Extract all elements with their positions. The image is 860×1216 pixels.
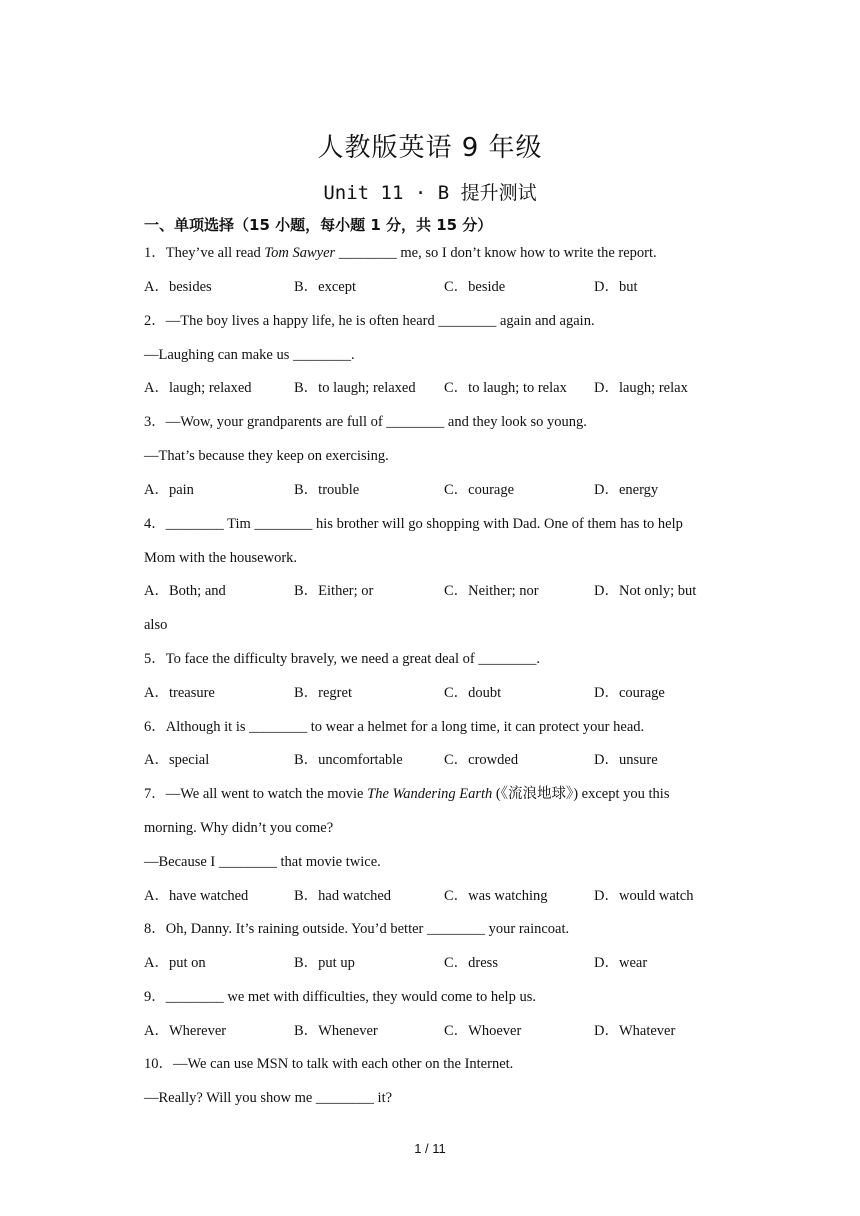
option-d: D．Not only; but [594, 583, 697, 599]
option-c: C．Neither; nor [444, 583, 539, 599]
question-7 [144, 784, 734, 804]
option-c: C．Whoever [444, 1023, 522, 1039]
option-a: A．besides [144, 279, 212, 295]
question-4-cont: Mom with the housework. [144, 550, 298, 566]
option-c: C．crowded [444, 752, 519, 768]
question-text: 1．They’ve all read [144, 245, 265, 261]
option-d-wrap: also [144, 617, 168, 633]
option-d: D．but [594, 279, 638, 295]
question-1 [144, 243, 734, 263]
option-d: D．would watch [594, 888, 694, 904]
option-a: A．pain [144, 482, 194, 498]
page-number: 1 / 11 [414, 1141, 446, 1156]
option-c: C．beside [444, 279, 506, 295]
book-title: Tom Sawyer [264, 245, 336, 261]
option-d: D．Whatever [594, 1023, 676, 1039]
option-b: B．except [294, 279, 357, 295]
option-b: B．regret [294, 685, 352, 701]
option-b: B．to laugh; relaxed [294, 380, 416, 396]
option-d: D．unsure [594, 752, 658, 768]
question-2: 2．—The boy lives a happy life, he is often heard ________ again and again. [144, 313, 595, 329]
question-text: 7．—We all went to watch the movie [144, 786, 368, 802]
option-a: A．laugh; relaxed [144, 380, 252, 396]
movie-title: The Wandering Earth [367, 786, 493, 802]
option-a: A．have watched [144, 888, 249, 904]
option-b: B．Either; or [294, 583, 374, 599]
option-a: A．treasure [144, 685, 215, 701]
question-9: 9．________ we met with difficulties, they would come to help us. [144, 989, 536, 1005]
option-d: D．wear [594, 955, 648, 971]
option-c: C．courage [444, 482, 515, 498]
option-b: B．Whenever [294, 1023, 378, 1039]
option-a: A．put on [144, 955, 206, 971]
question-text: ________ me, so I don’t know how to write the report. [335, 245, 657, 261]
question-7-cont: morning. Why didn’t you come? [144, 820, 334, 836]
question-2-reply: —Laughing can make us ________. [144, 347, 355, 363]
question-5: 5．To face the difficulty bravely, we need a great deal of ________. [144, 651, 540, 667]
option-d: D．courage [594, 685, 665, 701]
question-3: 3．—Wow, your grandparents are full of ________ and they look so young. [144, 414, 587, 430]
option-b: B．put up [294, 955, 355, 971]
option-a: A．Both; and [144, 583, 226, 599]
option-c: C．was watching [444, 888, 548, 904]
option-a: A．Wherever [144, 1023, 227, 1039]
question-6: 6．Although it is ________ to wear a helmet for a long time, it can protect your head. [144, 719, 645, 735]
question-8: 8．Oh, Danny. It’s raining outside. You’d better ________ your raincoat. [144, 921, 570, 937]
document-subtitle: Unit 11 · B 提升测试 [323, 182, 537, 204]
option-c: C．to laugh; to relax [444, 380, 567, 396]
question-4: 4．________ Tim ________ his brother will go shopping with Dad. One of them has to help [144, 516, 683, 532]
option-b: B．uncomfortable [294, 752, 403, 768]
option-d: D．laugh; relax [594, 380, 688, 396]
option-b: B．trouble [294, 482, 360, 498]
question-7-reply: —Because I ________ that movie twice. [144, 854, 381, 870]
question-text: (《流浪地球》) except you this [492, 786, 670, 802]
question-10-reply: —Really? Will you show me ________ it? [144, 1090, 393, 1106]
question-10: 10．—We can use MSN to talk with each other on the Internet. [144, 1056, 514, 1072]
option-a: A．special [144, 752, 210, 768]
question-3-reply: —That’s because they keep on exercising. [144, 448, 389, 464]
option-c: C．dress [444, 955, 498, 971]
option-b: B．had watched [294, 888, 392, 904]
option-d: D．energy [594, 482, 659, 498]
section-heading: 一、单项选择（15 小题，每小题 1 分，共 15 分） [144, 216, 493, 234]
option-c: C．doubt [444, 685, 502, 701]
document-title: 人教版英语 9 年级 [317, 133, 543, 163]
